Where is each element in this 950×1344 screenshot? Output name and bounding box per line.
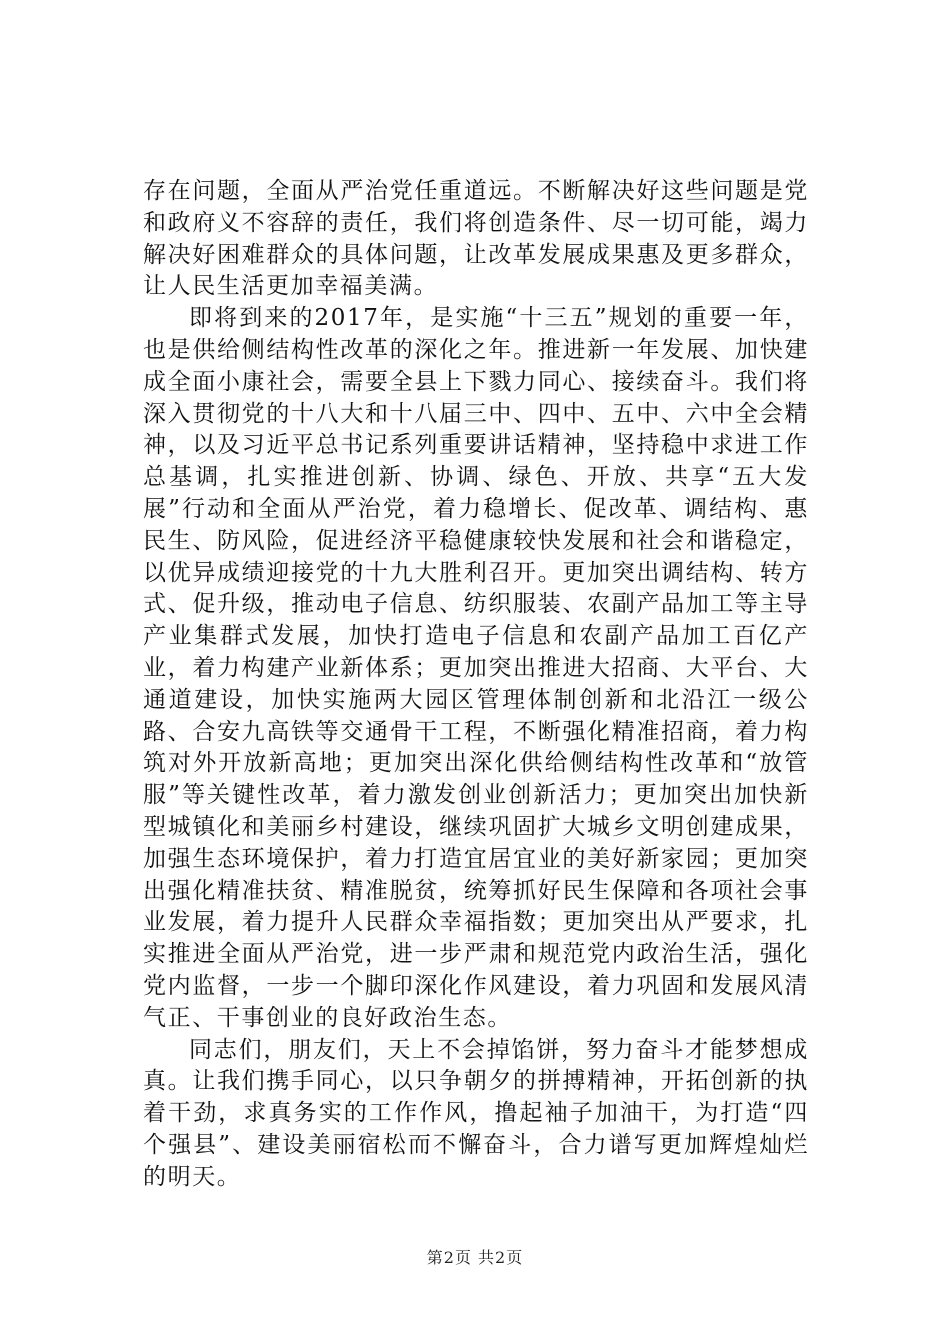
paragraph-closing: 同志们，朋友们，天上不会掉馅饼，努力奋斗才能梦想成真。让我们携手同心，以只争朝夕的拼搏精神，开拓创新的执着干劲，求真务实的工作作风，撸起袖子加油干，为打造“四个强县”、建设美丽宿松而不懈奋斗，合力谱写更加辉煌灿烂的明天。 [143, 1036, 809, 1190]
page-footer: 第2页 共2页 [426, 1248, 524, 1267]
paragraph-continued: 存在问题，全面从严治党任重道远。不断解决好这些问题是党和政府义不容辞的责任，我们将创造条件、尽一切可能，竭力解决好困难群众的具体问题，让改革发展成果惠及更多群众，让人民生活更加幸福美满。 [143, 178, 809, 300]
paragraph-2017-plan: 即将到来的2017年，是实施“十三五”规划的重要一年，也是供给侧结构性改革的深化之年。推进新一年发展、加快建成全面小康社会，需要全县上下戮力同心、接续奋斗。我们将深入贯彻党的十八大和十八届三中、四中、五中、六中全会精神，以及习近平总书记系列重要讲话精神，坚持稳中求进工作总基调，扎实推进创新、协调、绿色、开放、共享“五大发展”行动和全面从严治党，着力稳增长、促改革、调结构、惠民生、防风险，促进经济平稳健康较快发展和社会和谐稳定，以优异成绩迎接党的十九大胜利召开。更加突出调结构、转方式、促升级，推动电子信息、纺织服装、农副产品加工等主导产业集群式发展，加快打造电子信息和农副产品加工百亿产业，着力构建产业新体系；更加突出推进大招商、大平台、大通道建设，加快实施两大园区管理体制创新和北沿江一级公路、合安九高铁等交通骨干工程，不断强化精准招商，着力构筑对外开放新高地；更加突出深化供给侧结构性改革和“放管服”等关键性改革，着力激发创业创新活力；更加突出加快新型城镇化和美丽乡村建设，继续巩固扩大城乡文明创建成果，加强生态环境保护，着力打造宜居宜业的美好新家园；更加突出强化精准扶贫、精准脱贫，统筹抓好民生保障和各项社会事业发展，着力提升人民群众幸福指数；更加突出从严要求，扎实推进全面从严治党，进一步严肃和规范党内政治生活，强化党内监督，一步一个脚印深化作风建设，着力巩固和发展风清气正、干事创业的良好政治生态。 [143, 305, 809, 1031]
document-body [143, 176, 809, 1194]
